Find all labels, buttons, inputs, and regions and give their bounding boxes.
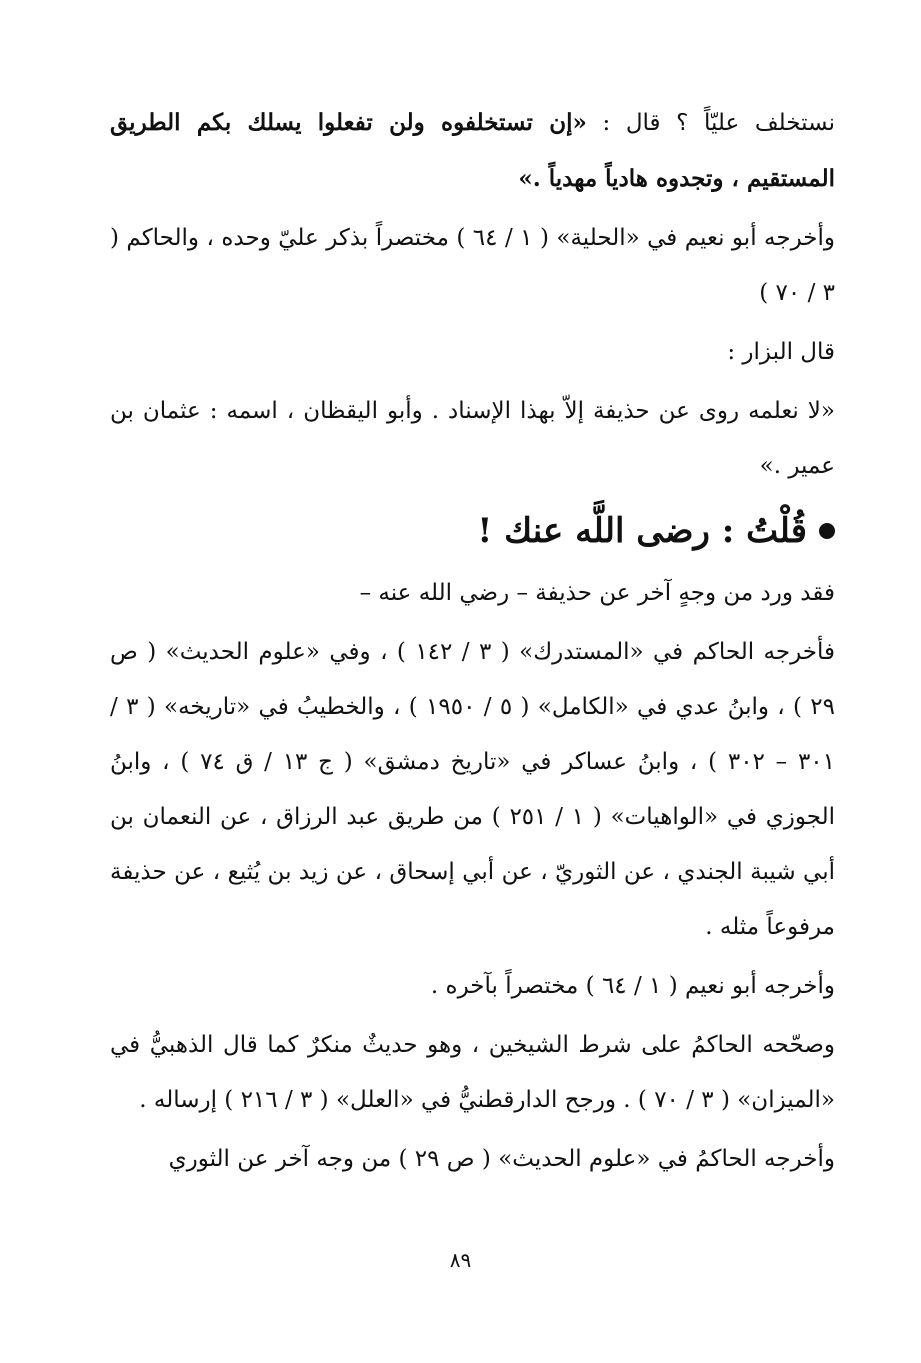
bullet-icon — [819, 523, 835, 539]
paragraph-2: وأخرجه أبو نعيم في «الحلية» ( ١ / ٦٤ ) مختصراً بذكر عليّ وحده ، والحاكم ( ٣ / ٧٠ ) — [110, 225, 835, 306]
paragraph-1-bold-quote: «إن تستخلفوه ولن تفعلوا يسلك بكم الطريق المستقيم ، وتجدوه هادياً مهدياً .» — [110, 109, 835, 192]
paragraph-7: فأخرجه الحاكم في «المستدرك» ( ٣ / ١٤٢ ) ، وفي «علوم الحديث» ( ص ٢٩ ) ، وابنُ عدي في «الكامل» ( ٥ / ١٩٥٠ ) ، والخطيبُ في «تاريخه» ( ٣ / ٣٠١ – ٣٠٢ ) ، وابنُ عساكر في «تاريخ دمشق» ( ج ١٣ / ق ٧٤ ) ، وابنُ الجوزي في «الواهيات» ( ١ / ٢٥١ ) من طريق عبد الرزاق ، عن النعمان بن أبي شيبة الجندي ، عن الثوريّ ، عن أبي إسحاق ، عن زيد بن يُثيع ، عن حذيفة مرفوعاً مثله . — [110, 639, 836, 940]
section-heading-text: قُلْتُ : رضى اللَّه عنك ! — [477, 511, 807, 551]
page-number: ٨٩ — [449, 1248, 472, 1272]
paragraph-6: فقد ورد من وجهٍ آخر عن حذيفة – رضي الله عنه – — [359, 580, 835, 606]
paragraph-4: «لا نعلمه روى عن حذيفة إلاّ بهذا الإسناد . وأبو اليقظان ، اسمه : عثمان بن عمير .» — [110, 398, 836, 479]
paragraph-3: قال البزار : — [727, 339, 835, 365]
paragraph-8: وأخرجه أبو نعيم ( ١ / ٦٤ ) مختصراً بآخره . — [430, 973, 835, 999]
paragraph-1-lead: نستخلف عليّاً ؟ قال : — [586, 110, 835, 136]
section-heading — [110, 502, 835, 560]
paragraph-9: وصحّحه الحاكمُ على شرط الشيخين ، وهو حديثٌ منكرٌ كما قال الذهبيُّ في «الميزان» ( ٣ / ٧٠ ) . ورجح الدارقطنيُّ في «العلل» ( ٣ / ٢١٦ ) إرساله . — [110, 1032, 835, 1113]
paragraph-10: وأخرجه الحاكمُ في «علوم الحديث» ( ص ٢٩ ) من وجه آخر عن الثوري — [168, 1146, 835, 1172]
paragraph-1 — [110, 95, 835, 207]
page-body — [110, 95, 835, 1191]
